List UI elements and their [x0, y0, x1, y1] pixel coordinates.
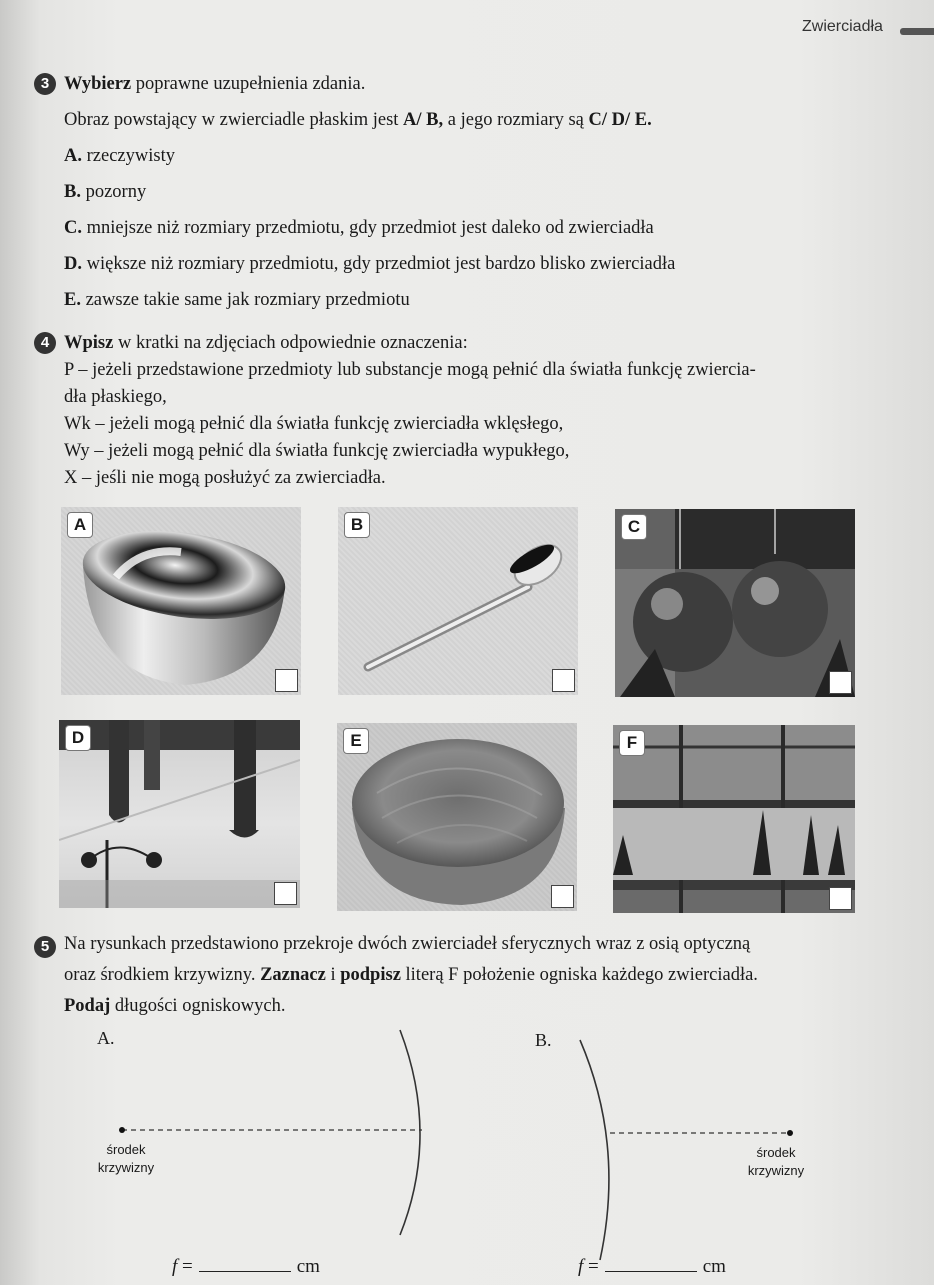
photo-a-answer-box[interactable] [275, 669, 298, 692]
task-3-sentence [64, 102, 864, 138]
task-5-text: i [325, 965, 341, 985]
task-5-command-give: Podaj [64, 996, 111, 1016]
option-b[interactable] [64, 174, 864, 210]
photo-b-letter: B [344, 512, 370, 538]
metal-bowl-image [61, 507, 301, 695]
center-label-word-1: środek [756, 1145, 796, 1160]
photo-c [615, 509, 855, 697]
choice-cde[interactable]: C/ D/ [588, 110, 631, 130]
photo-f-answer-box[interactable] [829, 887, 852, 910]
task-3-number-badge: 3 [34, 73, 56, 95]
option-d[interactable] [64, 246, 864, 282]
task-5-line-3 [64, 991, 864, 1022]
task-4-command-rest: w kratki na zdjęciach odpowiednie oznaczenia: [113, 333, 468, 353]
chapter-header: Zwierciadła [802, 18, 883, 35]
legend-line: X – jeśli nie mogą posłużyć za zwierciadła. [64, 468, 386, 488]
photo-a-letter: A [67, 512, 93, 538]
f-symbol: f [578, 1256, 584, 1277]
diagram-a-label: A. [97, 1028, 115, 1048]
task-4-number-badge: 4 [34, 332, 56, 354]
task-4 [64, 330, 864, 492]
glass-facade-image [613, 725, 855, 913]
unit-label: cm [296, 1256, 320, 1277]
water-reflection-image [59, 720, 300, 908]
spoon-image [338, 507, 578, 695]
choice-ab[interactable]: A/ B, [403, 110, 444, 130]
wooden-bowl-image [337, 723, 577, 911]
option-e[interactable] [64, 282, 864, 318]
diagram-b-center-label [736, 1144, 816, 1180]
option-letter: A. [64, 146, 82, 166]
diagram-a-center-label [86, 1141, 166, 1177]
option-letter: E. [64, 290, 81, 310]
unit-label: cm [702, 1256, 726, 1277]
center-label-word-2: krzywizny [97, 1160, 155, 1175]
task-5-number-badge: 5 [34, 936, 56, 958]
task-4-command: Wpisz [64, 333, 114, 353]
photo-b [338, 507, 578, 695]
task-5-text: literą F położenie ogniska każdego zwierciadła. [400, 965, 758, 985]
option-text: większe niż rozmiary przedmiotu, gdy przedmiot jest bardzo blisko zwierciadła [82, 254, 676, 274]
diagram-a-focal-length-input[interactable] [199, 1253, 291, 1272]
task-3-instruction [64, 66, 864, 102]
photo-c-answer-box[interactable] [829, 671, 852, 694]
diagram-b-focal-length-input[interactable] [605, 1253, 697, 1272]
choice-e[interactable]: E. [630, 110, 652, 130]
center-label-word-1: środek [106, 1142, 146, 1157]
option-text: pozorny [80, 182, 147, 202]
task-5-command-label: podpisz [340, 965, 401, 985]
sentence-text: Obraz powstający w zwierciadle płaskim jest [64, 110, 404, 130]
diagram-b-label: B. [535, 1030, 552, 1050]
photo-d-answer-box[interactable] [274, 882, 297, 905]
diagram-a-mirror[interactable] [110, 1025, 440, 1245]
task-5-line-1: Na rysunkach przedstawiono przekroje dwóch zwierciadeł sferycznych wraz z osią optyczną [64, 934, 751, 954]
option-text: rzeczywisty [82, 146, 175, 166]
photo-f [613, 725, 855, 913]
photo-d-letter: D [65, 725, 91, 751]
option-a[interactable] [64, 138, 864, 174]
center-label-word-2: krzywizny [747, 1163, 805, 1178]
legend-line: Wk – jeżeli mogą pełnić dla światła funkcję zwierciadła wklęsłego, [64, 414, 564, 434]
diagram-b-focal-length [578, 1253, 726, 1278]
option-text: zawsze takie same jak rozmiary przedmiotu [80, 290, 410, 310]
photo-e-letter: E [343, 728, 369, 754]
chapter-tab-bar [900, 28, 934, 35]
legend-line: dła płaskiego, [64, 387, 167, 407]
legend-line: Wy – jeżeli mogą pełnić dla światła funkcję zwierciadła wypukłego, [64, 441, 570, 461]
photo-a [61, 507, 301, 695]
equals-sign: = [177, 1256, 193, 1277]
photo-c-letter: C [621, 514, 647, 540]
task-3 [64, 66, 864, 318]
photo-e-answer-box[interactable] [551, 885, 574, 908]
christmas-baubles-image [615, 509, 855, 697]
option-text: mniejsze niż rozmiary przedmiotu, gdy przedmiot jest daleko od zwierciadła [82, 218, 654, 238]
photo-b-answer-box[interactable] [552, 669, 575, 692]
option-letter: D. [64, 254, 82, 274]
option-letter: B. [64, 182, 81, 202]
option-letter: C. [64, 218, 82, 238]
option-c[interactable] [64, 210, 864, 246]
photo-d [59, 720, 300, 908]
legend-line: P – jeżeli przedstawione przedmioty lub substancje mogą pełnić dla światła funkcję zwiercia- [64, 360, 756, 380]
task-5-line-2 [64, 960, 864, 991]
f-symbol: f [172, 1256, 178, 1277]
photo-f-letter: F [619, 730, 645, 756]
sentence-text: a jego rozmiary są [443, 110, 589, 130]
task-5-text: oraz środkiem krzywizny. [64, 965, 261, 985]
diagram-a-focal-length [172, 1253, 320, 1278]
task-3-command-rest: poprawne uzupełnienia zdania. [131, 74, 366, 94]
task-5 [64, 929, 864, 1022]
equals-sign: = [583, 1256, 599, 1277]
photo-e [337, 723, 577, 911]
task-5-text: długości ogniskowych. [110, 996, 286, 1016]
task-4-instruction [64, 330, 864, 357]
task-3-command: Wybierz [64, 74, 132, 94]
task-5-command-mark: Zaznacz [260, 965, 326, 985]
